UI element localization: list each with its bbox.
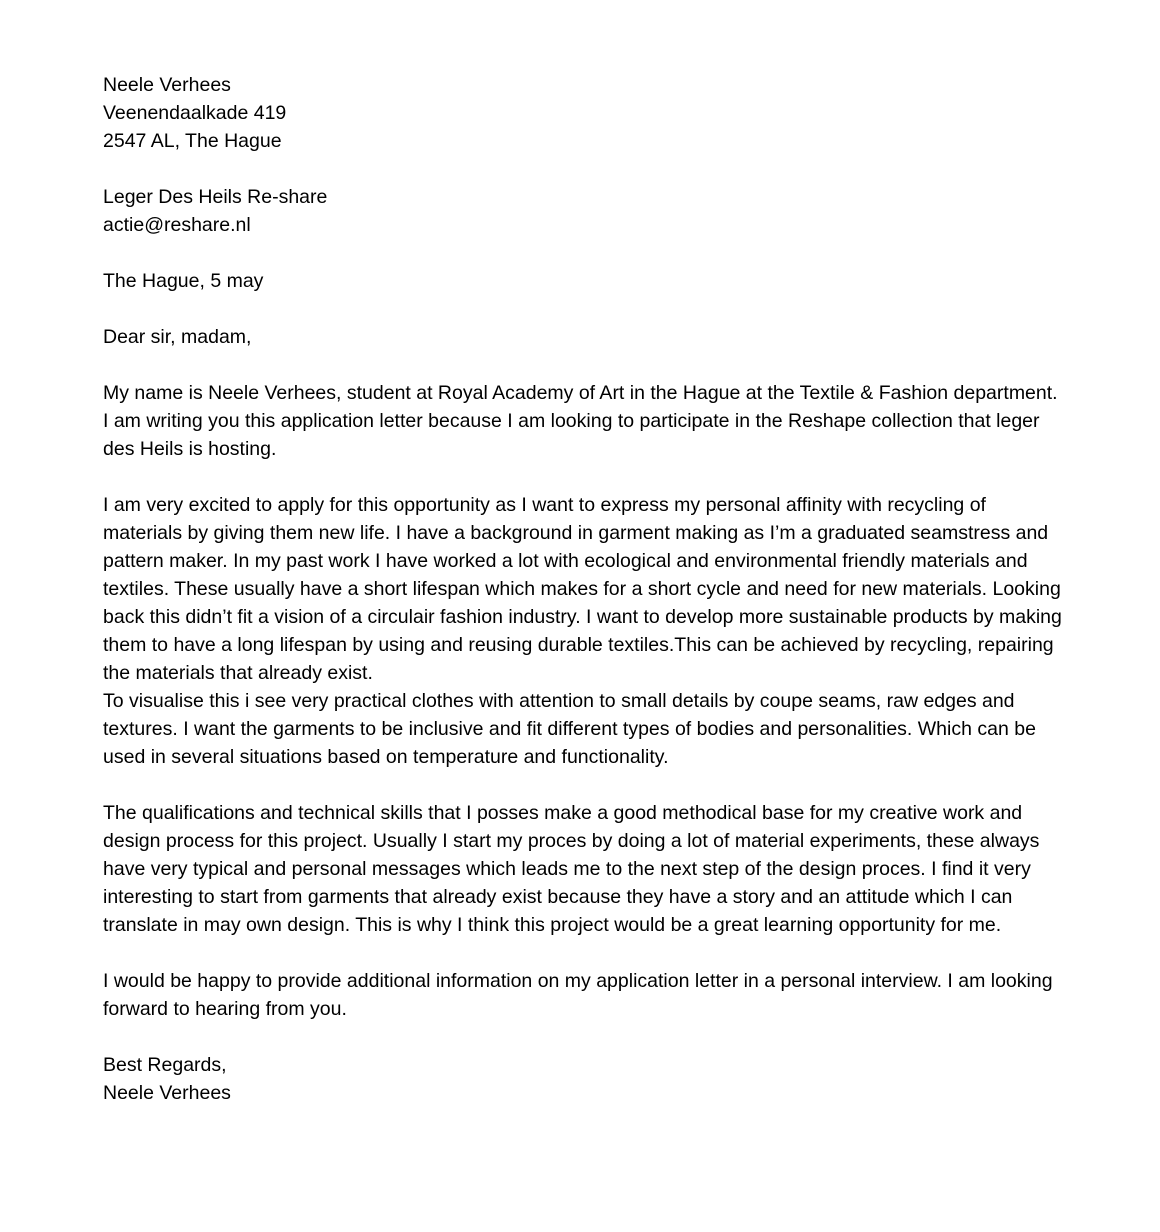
paragraph-qualifications-text: The qualifications and technical skills that I posses make a good methodical base for my creative work and design process for this project. Usually I start my proces by doing a lot of material experiments, these always have very typical and personal messages which leads me to the next step of the design proces. I find it very interesting to start from garments that already exist because they have a story and an attitude which I can translate in may own design. This is why I think this project would be a great learning opportunity for me. <box>103 802 1040 936</box>
paragraph-introduction <box>103 379 1066 463</box>
signoff-regards: Best Regards, <box>103 1054 227 1076</box>
sender-address <box>103 71 1066 155</box>
sender-city: 2547 AL, The Hague <box>103 130 282 152</box>
paragraph-introduction-text: My name is Neele Verhees, student at Royal Academy of Art in the Hague at the Textile & Fashion department. I am writing you this application letter because I am looking to participate in the Reshape collection that leger des Heils is hosting. <box>103 382 1058 460</box>
paragraph-motivation <box>103 491 1066 771</box>
recipient-address <box>103 183 1066 239</box>
paragraph-motivation-text: I am very excited to apply for this opportunity as I want to express my personal affinity with recycling of materials by giving them new life. I have a background in garment making as I’m a graduated seamstress and pattern maker. In my past work I have worked a lot with ecological and environmental friendly materials and textiles. These usually have a short lifespan which makes for a short cycle and need for new materials. Looking back this didn’t fit a vision of a circulair fashion industry. I want to develop more sustainable products by making them to have a long lifespan by using and reusing durable textiles.This can be achieved by recycling, repairing the materials that already exist. <box>103 494 1062 684</box>
paragraph-closing-text: I would be happy to provide additional information on my application letter in a personal interview. I am looking forward to hearing from you. <box>103 970 1053 1020</box>
recipient-name: Leger Des Heils Re-share <box>103 186 328 208</box>
paragraph-qualifications <box>103 799 1066 939</box>
signoff <box>103 1051 1066 1107</box>
sender-street: Veenendaalkade 419 <box>103 102 287 124</box>
salutation: Dear sir, madam, <box>103 326 252 348</box>
dateline: The Hague, 5 may <box>103 270 264 292</box>
recipient-email: actie@reshare.nl <box>103 214 251 236</box>
signoff-signature: Neele Verhees <box>103 1082 231 1104</box>
paragraph-vision-text: To visualise this i see very practical clothes with attention to small details by coupe seams, raw edges and textures. I want the garments to be inclusive and fit different types of bodies and personalities. Which can be used in several situations based on temperature and functionality. <box>103 690 1036 768</box>
sender-name: Neele Verhees <box>103 74 231 96</box>
paragraph-closing <box>103 967 1066 1023</box>
